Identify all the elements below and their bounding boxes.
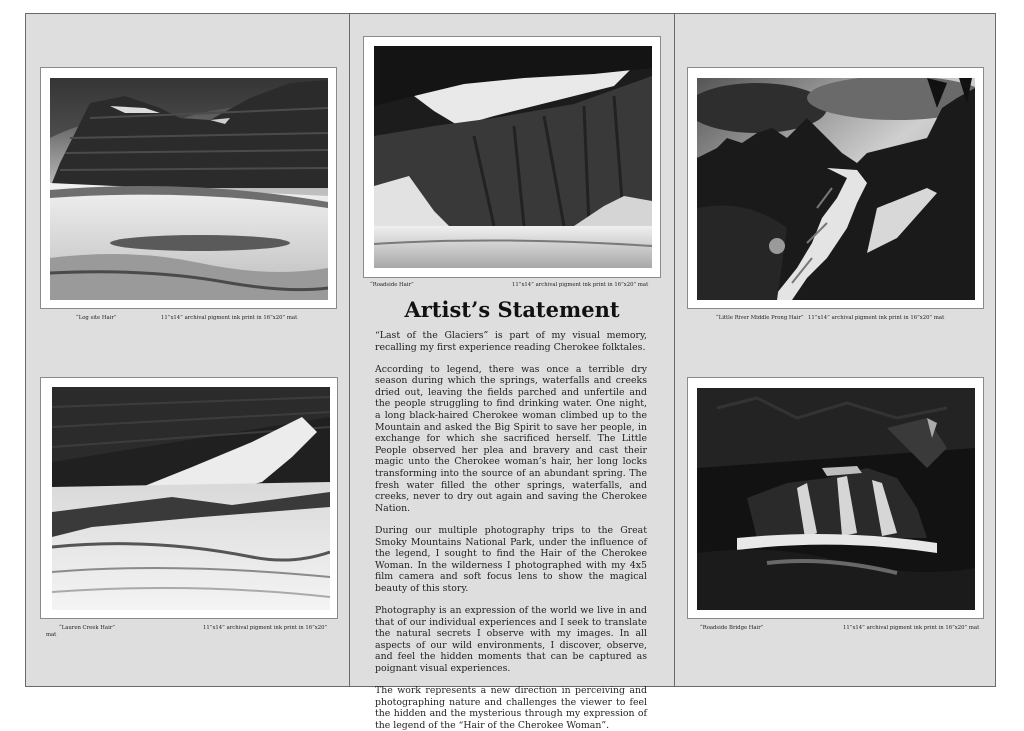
caption-roadside xyxy=(370,282,660,289)
statement-paragraph-3: During our multiple photography trips to the Great Smoky Mountains National Park, under the influence of the legend, I sought to find the Hair of the Cherokee Woman. In the wilderness I photographed with my 4x5 film camera and soft focus lens to show the magical beauty of this story. xyxy=(375,524,647,594)
statement-paragraph-4: Photography is an expression of the world we live in and that of our individual experiences and I seek to translate the natural secrets I observe with my images. In all aspects of our wild environments, I discover, observe, and feel the hidden moments that can be captured as poignant visual experiences. xyxy=(375,604,647,674)
photo-frame-little-river xyxy=(687,67,984,309)
photo-frame-log-site xyxy=(40,67,337,309)
photo-frame-roadside xyxy=(363,36,661,278)
photo-roadside-bridge-waterfall xyxy=(697,388,975,610)
caption-log-site xyxy=(76,315,336,322)
caption-little-river xyxy=(716,315,986,322)
caption-title: “Roadside Hair” xyxy=(370,282,414,288)
photo-little-river-waterfall xyxy=(697,78,975,300)
statement-paragraph-2: According to legend, there was once a terrible dry season during which the springs, waterfalls and creeks dried out, leaving the fields parched and unfertile and the people struggling to find drinking water. One night, a long black-haired Cherokee woman climbed up to the Mountain and asked the Big Spirit to save her people, in exchange for which she sacrificed herself. The Little People observed her plea and bravery and cast their magic unto the Cherokee woman’s hair, her long locks transforming into the source of an abundant spring. The fresh water filled the other springs, waterfalls, and creeks, never to dry out again and saving the Cherokee Nation. xyxy=(375,363,647,514)
caption-title: “Lauren Creek Hair” xyxy=(59,625,116,631)
caption-lauren-creek xyxy=(46,625,336,638)
caption-title: “Log site Hair” xyxy=(76,315,117,321)
photo-log-site-glacier xyxy=(50,78,328,300)
photo-lauren-creek-glacier xyxy=(52,387,330,610)
statement-paragraph-5: The work represents a new direction in perceiving and photographing nature and challenges the viewer to feel the hidden and the mysterious through my expression of the legend of the “Hair of the Cherokee Woman”. xyxy=(375,685,647,731)
photo-roadside-glacier xyxy=(374,46,652,268)
caption-spec: 11”x14” archival pigment ink print in 16”x20” xyxy=(203,625,328,631)
photo-frame-roadside-bridge xyxy=(687,377,984,619)
photo-frame-lauren-creek xyxy=(40,377,338,619)
caption-spec: 11”x14” archival pigment ink print in 16”x20” mat xyxy=(512,282,649,288)
caption-spec-wrap: mat xyxy=(46,632,57,638)
caption-title: “Little River Middle Prong Hair” xyxy=(716,315,804,321)
caption-title: “Roadside Bridge Hair” xyxy=(700,625,764,631)
caption-spec: 11”x14” archival pigment ink print in 16”x20” mat xyxy=(161,315,298,321)
statement-title: Artist’s Statement xyxy=(404,297,620,322)
caption-roadside-bridge xyxy=(700,625,990,632)
caption-spec: 11”x14” archival pigment ink print in 16”x20” mat xyxy=(843,625,980,631)
caption-spec: 11”x14” archival pigment ink print in 16”x20” mat xyxy=(808,315,945,321)
statement-body xyxy=(375,330,647,731)
statement-paragraph-1: “Last of the Glaciers” is part of my visual memory, recalling my first experience reading Cherokee folktales. xyxy=(375,330,647,353)
